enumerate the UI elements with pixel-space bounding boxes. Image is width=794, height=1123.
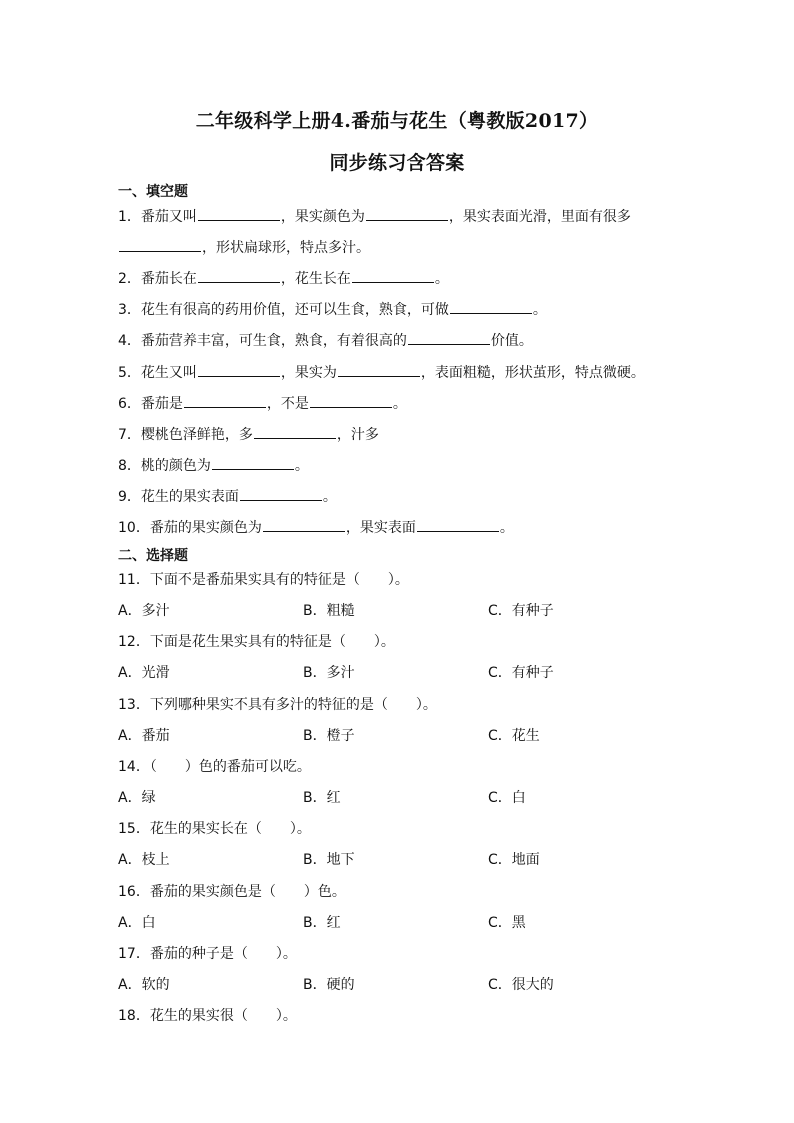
- answer-blank[interactable]: [198, 206, 280, 221]
- question-text: ，果实表面光滑，里面有很多: [448, 209, 631, 225]
- question-text: 4．番茄营养丰富，可生食，熟食，有着很高的: [118, 333, 407, 349]
- question-text: 9．花生的果实表面: [118, 489, 239, 505]
- answer-blank[interactable]: [198, 268, 280, 283]
- question-14: 14．（ ）色的番茄可以吃。: [118, 759, 311, 775]
- answer-blank[interactable]: [310, 393, 392, 408]
- question-text: 7．樱桃色泽鲜艳，多: [118, 427, 253, 443]
- option-c[interactable]: C．白: [488, 790, 526, 806]
- document-subtitle: 同步练习含答案: [329, 152, 465, 174]
- option-a[interactable]: A．多汁: [118, 603, 170, 619]
- question-text: 5．花生又叫: [118, 365, 197, 381]
- option-a[interactable]: A．软的: [118, 977, 170, 993]
- option-a[interactable]: A．番茄: [118, 728, 170, 744]
- option-a[interactable]: A．光滑: [118, 665, 170, 681]
- question-text: ，形状扁球形，特点多汁。: [202, 240, 370, 256]
- answer-blank[interactable]: [408, 330, 490, 345]
- answer-blank[interactable]: [338, 362, 420, 377]
- answer-blank[interactable]: [263, 517, 345, 532]
- answer-blank[interactable]: [212, 455, 294, 470]
- question-text: 。: [532, 302, 547, 318]
- question-3: [118, 299, 547, 320]
- question-text: 。: [322, 489, 337, 505]
- question-9: [118, 486, 337, 507]
- option-c[interactable]: C．黑: [488, 915, 526, 931]
- question-text: 3．花生有很高的药用价值，还可以生食，熟食，可做: [118, 302, 449, 318]
- question-15: 15．花生的果实长在（ ）。: [118, 821, 311, 837]
- option-b[interactable]: B．红: [303, 790, 341, 806]
- question-text: 1．番茄又叫: [118, 209, 197, 225]
- answer-blank[interactable]: [352, 268, 434, 283]
- answer-blank[interactable]: [366, 206, 448, 221]
- option-a[interactable]: A．绿: [118, 790, 156, 806]
- option-c[interactable]: C．很大的: [488, 977, 554, 993]
- question-5: [118, 362, 645, 383]
- option-b[interactable]: B．多汁: [303, 665, 355, 681]
- question-12: 12．下面是花生果实具有的特征是（ ）。: [118, 634, 395, 650]
- question-4: [118, 330, 533, 351]
- option-b[interactable]: B．粗糙: [303, 603, 355, 619]
- question-text: ，表面粗糙，形状茧形，特点微硬。: [420, 365, 645, 381]
- question-16: 16．番茄的果实颜色是（ ）色。: [118, 884, 346, 900]
- option-a[interactable]: A．枝上: [118, 852, 170, 868]
- question-text: ，果实颜色为: [280, 209, 365, 225]
- option-b[interactable]: B．红: [303, 915, 341, 931]
- question-text: 2．番茄长在: [118, 271, 197, 287]
- option-c[interactable]: C．有种子: [488, 603, 554, 619]
- option-b[interactable]: B．橙子: [303, 728, 355, 744]
- question-7: [118, 424, 379, 445]
- question-text: ，汁多: [336, 427, 379, 443]
- section-choice-heading: 二、选择题: [118, 548, 188, 564]
- question-text: 。: [499, 520, 514, 536]
- answer-blank[interactable]: [450, 299, 532, 314]
- answer-blank[interactable]: [184, 393, 266, 408]
- question-text: ，果实表面: [345, 520, 416, 536]
- answer-blank[interactable]: [198, 362, 280, 377]
- answer-blank[interactable]: [417, 517, 499, 532]
- question-1: [118, 206, 631, 227]
- question-text: ，果实为: [280, 365, 337, 381]
- question-10: [118, 517, 514, 538]
- option-c[interactable]: C．有种子: [488, 665, 554, 681]
- question-text: 8．桃的颜色为: [118, 458, 211, 474]
- question-18: 18．花生的果实很（ ）。: [118, 1008, 297, 1024]
- question-17: 17．番茄的种子是（ ）。: [118, 946, 297, 962]
- question-11: 11．下面不是番茄果实具有的特征是（ ）。: [118, 572, 409, 588]
- question-6: [118, 393, 407, 414]
- question-13: 13．下列哪种果实不具有多汁的特征的是（ ）。: [118, 697, 437, 713]
- question-text: 6．番茄是: [118, 396, 183, 412]
- section-fill-in-heading: 一、填空题: [118, 184, 188, 200]
- question-1-continued: [118, 237, 370, 258]
- question-8: [118, 455, 309, 476]
- question-text: 。: [294, 458, 309, 474]
- question-text: ，不是: [266, 396, 309, 412]
- option-c[interactable]: C．地面: [488, 852, 540, 868]
- answer-blank[interactable]: [119, 237, 201, 252]
- answer-blank[interactable]: [240, 486, 322, 501]
- document-title: 二年级科学上册4.番茄与花生（粤教版2017）: [195, 110, 599, 132]
- question-2: [118, 268, 449, 289]
- question-text: 10．番茄的果实颜色为: [118, 520, 262, 536]
- option-b[interactable]: B．硬的: [303, 977, 355, 993]
- option-c[interactable]: C．花生: [488, 728, 540, 744]
- answer-blank[interactable]: [254, 424, 336, 439]
- question-text: 。: [434, 271, 449, 287]
- question-text: 。: [392, 396, 407, 412]
- question-text: ，花生长在: [280, 271, 351, 287]
- question-text: 价值。: [490, 333, 533, 349]
- option-a[interactable]: A．白: [118, 915, 156, 931]
- option-b[interactable]: B．地下: [303, 852, 355, 868]
